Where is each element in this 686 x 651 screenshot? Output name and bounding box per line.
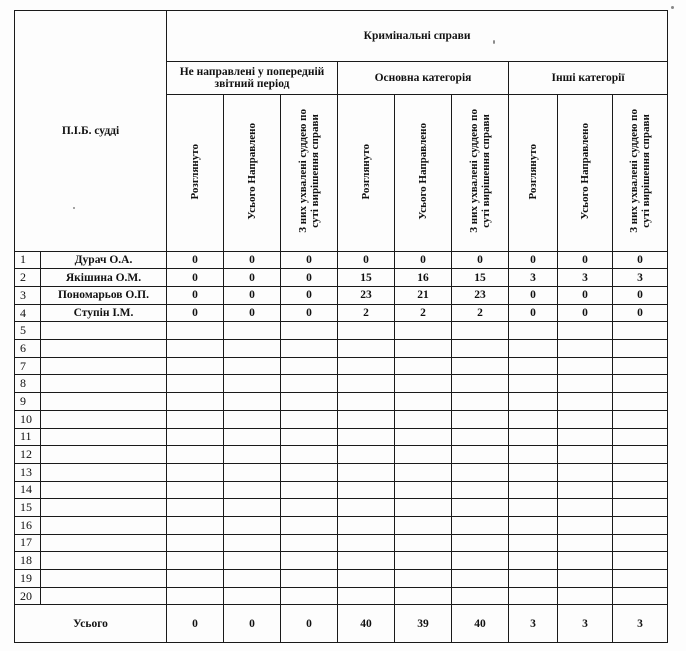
value-cell (281, 481, 338, 499)
judge-name (41, 481, 167, 499)
table-row (15, 516, 668, 534)
value-cell (338, 534, 395, 552)
value-cell (338, 516, 395, 534)
total-label: Усього (15, 605, 167, 643)
value-cell (224, 534, 281, 552)
judge-name (41, 570, 167, 588)
group-header-main-category: Основна категорія (338, 61, 509, 94)
value-cell (452, 463, 509, 481)
value-cell (558, 428, 613, 446)
row-number: 16 (15, 516, 41, 534)
value-cell (281, 340, 338, 358)
value-cell: 2 (338, 304, 395, 322)
value-cell (613, 322, 668, 340)
criminal-cases-header: Кримінальні справи (167, 11, 668, 62)
value-cell (452, 357, 509, 375)
group-header-other-categories: Інші категорії (509, 61, 668, 94)
column-header-label: З них ухвалені суддею по суті вирішення справи (468, 109, 492, 234)
judge-name (41, 534, 167, 552)
value-cell (452, 516, 509, 534)
value-cell: 15 (452, 269, 509, 287)
value-cell (281, 446, 338, 464)
judge-name (41, 393, 167, 411)
column-header-label: Усього Направлено (246, 122, 258, 220)
table-row (15, 251, 668, 269)
value-cell (281, 410, 338, 428)
value-cell: 0 (167, 269, 224, 287)
value-cell (509, 499, 558, 517)
column-header-3 (281, 94, 338, 251)
value-cell (281, 499, 338, 517)
value-cell (558, 446, 613, 464)
table-row (15, 357, 668, 375)
value-cell (613, 375, 668, 393)
judge-name (41, 446, 167, 464)
value-cell (281, 570, 338, 588)
table-row (15, 587, 668, 605)
value-cell (509, 534, 558, 552)
value-cell (452, 322, 509, 340)
value-cell (167, 516, 224, 534)
value-cell (395, 428, 452, 446)
value-cell (224, 587, 281, 605)
value-cell (613, 516, 668, 534)
table-row (15, 410, 668, 428)
value-cell (509, 322, 558, 340)
column-header-label: Розглянуто (360, 143, 372, 200)
value-cell: 2 (395, 304, 452, 322)
judge-name (41, 357, 167, 375)
value-cell: 23 (338, 287, 395, 305)
value-cell (509, 375, 558, 393)
value-cell: 0 (613, 304, 668, 322)
value-cell (558, 516, 613, 534)
judge-name (41, 410, 167, 428)
value-cell (338, 481, 395, 499)
total-value-cell: 3 (558, 605, 613, 643)
value-cell: 3 (558, 269, 613, 287)
value-cell: 0 (395, 251, 452, 269)
value-cell (395, 322, 452, 340)
value-cell (509, 587, 558, 605)
column-header-1 (167, 94, 224, 251)
value-cell (167, 410, 224, 428)
value-cell (281, 393, 338, 411)
value-cell (167, 357, 224, 375)
value-cell (395, 340, 452, 358)
column-header-label: Усього Направлено (579, 122, 591, 220)
column-header-label: Розглянуто (189, 143, 201, 200)
total-value-cell: 0 (224, 605, 281, 643)
row-number: 15 (15, 499, 41, 517)
value-cell (558, 552, 613, 570)
value-cell: 0 (281, 269, 338, 287)
value-cell (395, 410, 452, 428)
value-cell (167, 428, 224, 446)
value-cell (509, 552, 558, 570)
value-cell (395, 499, 452, 517)
value-cell (558, 570, 613, 588)
value-cell (558, 534, 613, 552)
value-cell (338, 552, 395, 570)
table-row (15, 287, 668, 305)
value-cell (224, 410, 281, 428)
value-cell (613, 570, 668, 588)
total-value-cell: 0 (281, 605, 338, 643)
value-cell (338, 322, 395, 340)
table-row (15, 393, 668, 411)
table-row (15, 463, 668, 481)
row-number: 4 (15, 304, 41, 322)
row-number: 12 (15, 446, 41, 464)
value-cell: 15 (338, 269, 395, 287)
value-cell (558, 481, 613, 499)
value-cell: 3 (509, 269, 558, 287)
value-cell: 0 (281, 287, 338, 305)
value-cell (452, 410, 509, 428)
value-cell (167, 375, 224, 393)
table-row (15, 269, 668, 287)
value-cell: 0 (224, 287, 281, 305)
value-cell: 23 (452, 287, 509, 305)
value-cell (452, 534, 509, 552)
judge-name: Ступін І.М. (41, 304, 167, 322)
value-cell (281, 516, 338, 534)
value-cell (558, 340, 613, 358)
value-cell (613, 446, 668, 464)
total-row (15, 605, 668, 643)
row-number: 3 (15, 287, 41, 305)
value-cell (452, 340, 509, 358)
value-cell (452, 481, 509, 499)
row-number: 8 (15, 375, 41, 393)
value-cell (613, 463, 668, 481)
judge-name (41, 516, 167, 534)
value-cell (224, 375, 281, 393)
scan-speck (493, 40, 495, 44)
scan-speck (671, 6, 674, 9)
value-cell (452, 499, 509, 517)
value-cell (558, 499, 613, 517)
judge-name (41, 587, 167, 605)
value-cell (167, 570, 224, 588)
criminal-cases-report-table (14, 10, 668, 643)
value-cell (338, 428, 395, 446)
value-cell (281, 375, 338, 393)
value-cell (395, 481, 452, 499)
judge-name (41, 375, 167, 393)
value-cell (558, 375, 613, 393)
value-cell (452, 393, 509, 411)
value-cell: 0 (167, 304, 224, 322)
value-cell: 0 (509, 304, 558, 322)
row-number: 19 (15, 570, 41, 588)
total-value-cell: 40 (452, 605, 509, 643)
value-cell (224, 481, 281, 499)
judge-name (41, 340, 167, 358)
value-cell (281, 534, 338, 552)
value-cell (338, 446, 395, 464)
value-cell (509, 516, 558, 534)
value-cell: 0 (613, 251, 668, 269)
value-cell (509, 393, 558, 411)
judge-name (41, 499, 167, 517)
value-cell (452, 446, 509, 464)
value-cell (167, 463, 224, 481)
value-cell (167, 322, 224, 340)
value-cell (338, 340, 395, 358)
value-cell (509, 446, 558, 464)
value-cell (338, 393, 395, 411)
table-row (15, 446, 668, 464)
value-cell: 0 (338, 251, 395, 269)
value-cell (613, 428, 668, 446)
table-row (15, 534, 668, 552)
value-cell (558, 587, 613, 605)
column-header-label: З них ухвалені суддею по суті вирішення справи (628, 109, 653, 234)
value-cell (452, 375, 509, 393)
value-cell (452, 428, 509, 446)
table-row (15, 499, 668, 517)
value-cell (558, 357, 613, 375)
judge-name: Пономарьов О.П. (41, 287, 167, 305)
value-cell (613, 587, 668, 605)
value-cell (452, 587, 509, 605)
judge-name (41, 322, 167, 340)
value-cell (452, 570, 509, 588)
total-value-cell: 3 (613, 605, 668, 643)
column-header-4 (338, 94, 395, 251)
row-number: 18 (15, 552, 41, 570)
value-cell: 0 (224, 304, 281, 322)
value-cell (395, 570, 452, 588)
value-cell (395, 516, 452, 534)
value-cell (167, 534, 224, 552)
value-cell (395, 375, 452, 393)
value-cell (167, 446, 224, 464)
value-cell (224, 552, 281, 570)
value-cell (509, 428, 558, 446)
value-cell (509, 570, 558, 588)
value-cell (281, 463, 338, 481)
value-cell (338, 570, 395, 588)
row-number: 6 (15, 340, 41, 358)
table-row (15, 481, 668, 499)
value-cell (167, 393, 224, 411)
total-value-cell: 40 (338, 605, 395, 643)
value-cell (613, 481, 668, 499)
row-number: 7 (15, 357, 41, 375)
value-cell (338, 375, 395, 393)
value-cell: 0 (281, 251, 338, 269)
value-cell: 0 (558, 251, 613, 269)
value-cell (224, 446, 281, 464)
value-cell: 0 (167, 251, 224, 269)
value-cell (509, 340, 558, 358)
value-cell (395, 393, 452, 411)
value-cell (558, 410, 613, 428)
value-cell (395, 463, 452, 481)
scan-speck (73, 207, 75, 209)
table-row (15, 428, 668, 446)
value-cell: 16 (395, 269, 452, 287)
value-cell (338, 357, 395, 375)
value-cell: 0 (509, 251, 558, 269)
value-cell (167, 499, 224, 517)
row-number: 14 (15, 481, 41, 499)
value-cell: 3 (613, 269, 668, 287)
row-number: 5 (15, 322, 41, 340)
value-cell (224, 463, 281, 481)
row-number: 2 (15, 269, 41, 287)
value-cell (167, 340, 224, 358)
column-header-5 (395, 94, 452, 251)
value-cell (281, 322, 338, 340)
value-cell (613, 340, 668, 358)
value-cell (395, 357, 452, 375)
total-value-cell: 0 (167, 605, 224, 643)
value-cell (395, 552, 452, 570)
value-cell: 0 (558, 287, 613, 305)
value-cell (509, 463, 558, 481)
value-cell (395, 534, 452, 552)
value-cell (167, 552, 224, 570)
value-cell (395, 587, 452, 605)
row-number: 20 (15, 587, 41, 605)
column-header-label: Усього Направлено (417, 122, 429, 220)
table-row (15, 552, 668, 570)
value-cell (338, 499, 395, 517)
row-number: 9 (15, 393, 41, 411)
value-cell (613, 499, 668, 517)
column-header-9 (613, 94, 668, 251)
value-cell (224, 340, 281, 358)
column-header-2 (224, 94, 281, 251)
total-value-cell: 3 (509, 605, 558, 643)
value-cell: 0 (509, 287, 558, 305)
row-number: 10 (15, 410, 41, 428)
value-cell (509, 481, 558, 499)
value-cell (281, 587, 338, 605)
value-cell (338, 410, 395, 428)
value-cell (338, 463, 395, 481)
value-cell (224, 516, 281, 534)
value-cell (613, 393, 668, 411)
value-cell (509, 410, 558, 428)
value-cell (224, 393, 281, 411)
value-cell (613, 410, 668, 428)
row-number: 17 (15, 534, 41, 552)
value-cell: 0 (167, 287, 224, 305)
value-cell (281, 552, 338, 570)
value-cell: 0 (613, 287, 668, 305)
group-header-previous-period: Не направлені у попередній звітний період (167, 61, 338, 94)
value-cell: 2 (452, 304, 509, 322)
value-cell: 0 (558, 304, 613, 322)
column-header-label: З них ухвалені суддею по суті вирішення справи (297, 109, 321, 234)
table-row (15, 340, 668, 358)
total-value-cell: 39 (395, 605, 452, 643)
value-cell (509, 357, 558, 375)
column-header-7 (509, 94, 558, 251)
judge-name-header: П.І.Б. судді (15, 11, 167, 252)
value-cell (224, 357, 281, 375)
value-cell (452, 552, 509, 570)
judge-name (41, 463, 167, 481)
row-number: 13 (15, 463, 41, 481)
value-cell: 0 (281, 304, 338, 322)
judge-name (41, 428, 167, 446)
value-cell (281, 428, 338, 446)
value-cell (613, 534, 668, 552)
value-cell (224, 570, 281, 588)
value-cell (558, 393, 613, 411)
value-cell: 21 (395, 287, 452, 305)
column-header-6 (452, 94, 509, 251)
judge-name: Дурач О.А. (41, 251, 167, 269)
value-cell (224, 322, 281, 340)
value-cell (167, 587, 224, 605)
row-number: 11 (15, 428, 41, 446)
judge-name: Якішина О.М. (41, 269, 167, 287)
table-row (15, 375, 668, 393)
table-row (15, 304, 668, 322)
value-cell: 0 (224, 269, 281, 287)
value-cell (281, 357, 338, 375)
value-cell (338, 587, 395, 605)
value-cell: 0 (452, 251, 509, 269)
judge-name (41, 552, 167, 570)
value-cell (167, 481, 224, 499)
value-cell (613, 552, 668, 570)
value-cell (613, 357, 668, 375)
row-number: 1 (15, 251, 41, 269)
column-header-label: Розглянуто (527, 143, 539, 200)
value-cell (395, 446, 452, 464)
value-cell (558, 322, 613, 340)
value-cell (224, 428, 281, 446)
value-cell (558, 463, 613, 481)
table-row (15, 322, 668, 340)
column-header-8 (558, 94, 613, 251)
table-row (15, 570, 668, 588)
value-cell (224, 499, 281, 517)
value-cell: 0 (224, 251, 281, 269)
